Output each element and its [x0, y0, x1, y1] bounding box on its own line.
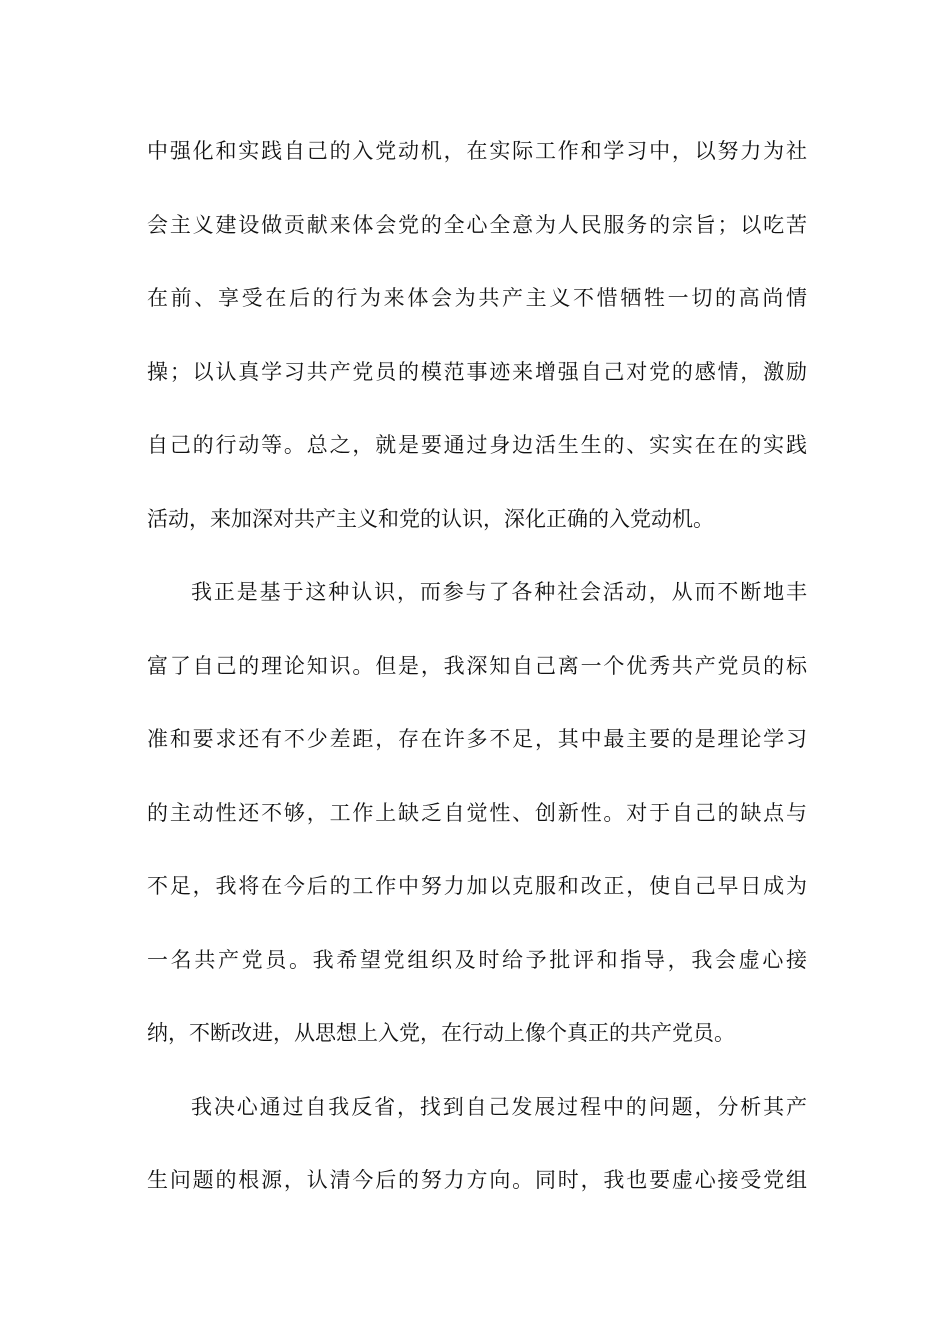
text-line-6: 活动，来加深对共产主义和党的认识，深化正确的入党动机。: [147, 506, 714, 531]
text-line-15: 生问题的根源，认清今后的努力方向。同时，我也要虚心接受党组: [147, 1168, 807, 1192]
text-line-9: 准和要求还有不少差距，存在许多不足，其中最主要的是理论学习: [147, 727, 807, 751]
text-line-5: 自己的行动等。总之，就是要通过身边活生生的、实实在在的实践: [147, 433, 807, 457]
text-line-1: 中强化和实践自己的入党动机，在实际工作和学习中，以努力为社: [147, 139, 807, 163]
text-line-2: 会主义建设做贡献来体会党的全心全意为人民服务的宗旨；以吃苦: [147, 212, 807, 237]
text-line-12: 一名共产党员。我希望党组织及时给予批评和指导，我会虚心接: [147, 947, 807, 972]
text-line-13: 纳，不断改进，从思想上入党，在行动上像个真正的共产党员。: [147, 1021, 735, 1045]
text-line-7: 我正是基于这种认识，而参与了各种社会活动，从而不断地丰: [191, 580, 807, 604]
body-text: [147, 126, 807, 1229]
text-line-14: 我决心通过自我反省，找到自己发展过程中的问题，分析其产: [191, 1094, 807, 1119]
text-line-4: 操；以认真学习共产党员的模范事迹来增强自己对党的感情，激励: [147, 359, 807, 384]
text-line-8: 富了自己的理论知识。但是，我深知自己离一个优秀共产党员的标: [147, 653, 807, 678]
text-line-11: 不足，我将在今后的工作中努力加以克服和改正，使自己早日成为: [147, 874, 807, 898]
text-line-3: 在前、享受在后的行为来体会为共产主义不惜牺牲一切的高尚情: [147, 286, 807, 310]
text-line-10: 的主动性还不够，工作上缺乏自觉性、创新性。对于自己的缺点与: [147, 800, 807, 825]
